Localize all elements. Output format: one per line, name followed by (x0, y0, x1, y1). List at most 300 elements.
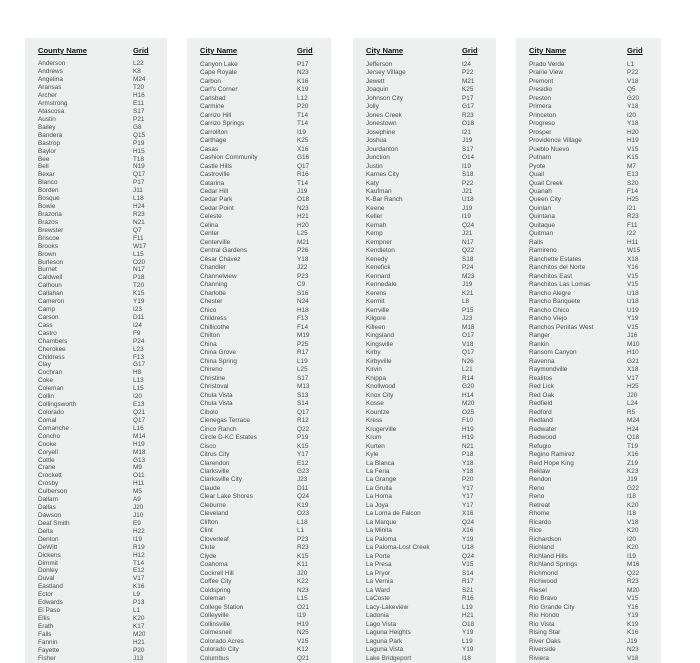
grid-ref: R16 (297, 171, 309, 179)
grid-ref: K8 (133, 68, 141, 76)
grid-ref: H19 (297, 620, 309, 628)
grid-ref: P18 (462, 451, 474, 459)
place-name: Redwood (529, 434, 557, 442)
index-row (366, 230, 490, 238)
grid-ref: L25 (297, 366, 308, 374)
grid-ref: G17 (462, 103, 475, 111)
index-row (529, 425, 655, 433)
place-name: Blanco (38, 179, 58, 187)
place-name: College Station (200, 603, 244, 611)
place-name: Kirby (366, 349, 381, 357)
grid-ref: I21 (627, 204, 636, 212)
place-name: Lago Vista (366, 620, 397, 628)
place-name: Comanche (38, 424, 69, 432)
place-name: Carl's Corner (200, 86, 238, 94)
index-row (529, 111, 655, 119)
place-name: Coke (38, 377, 53, 385)
grid-ref: L15 (133, 250, 144, 258)
place-name: Fannin (38, 638, 58, 646)
place-name: Kosse (366, 400, 384, 408)
index-row (200, 425, 325, 433)
index-row (529, 433, 655, 441)
place-name: Primera (529, 103, 552, 111)
index-row (529, 578, 655, 586)
index-row (38, 187, 161, 195)
grid-ref: R19 (133, 543, 145, 551)
grid-ref: M14 (133, 432, 146, 440)
grid-ref: M9 (133, 464, 142, 472)
grid-ref: Q22 (297, 425, 310, 433)
grid-ref: K15 (627, 154, 639, 162)
index-row (38, 100, 161, 108)
grid-ref: N24 (297, 298, 309, 306)
place-name: Casas (200, 145, 219, 153)
index-row (529, 416, 655, 424)
grid-ref: P17 (462, 94, 474, 102)
city-name-header: City Name (366, 46, 404, 55)
grid-ref: P22 (462, 179, 474, 187)
place-name: Kendleton (366, 247, 395, 255)
grid-header: Grid (133, 46, 149, 55)
place-name: Deaf Smith (38, 519, 70, 527)
grid-ref: R23 (627, 578, 639, 586)
index-row (529, 119, 655, 127)
grid-ref: P19 (297, 434, 309, 442)
index-row (366, 645, 490, 653)
index-row (529, 645, 655, 653)
index-row (366, 340, 490, 348)
grid-ref: U18 (627, 298, 639, 306)
index-row (366, 654, 490, 662)
index-row (38, 131, 161, 139)
index-row (529, 357, 655, 365)
index-row (200, 442, 325, 450)
grid-ref: J21 (462, 230, 473, 238)
index-row (38, 84, 161, 92)
place-name: Kenefick (366, 264, 391, 272)
index-row (366, 298, 490, 306)
place-name: Bowie (38, 203, 56, 211)
index-row (366, 416, 490, 424)
index-row (529, 340, 655, 348)
grid-ref: Y18 (297, 255, 309, 263)
place-name: Center (200, 230, 220, 238)
place-name: Reno (529, 493, 545, 501)
grid-ref: H20 (627, 128, 639, 136)
place-name: Carmine (200, 103, 225, 111)
grid-ref: M23 (462, 272, 475, 280)
place-name: Redford (529, 408, 552, 416)
place-name: Rancho Banquete (529, 298, 581, 306)
index-row (529, 637, 655, 645)
grid-ref: U18 (627, 289, 639, 297)
index-row (38, 250, 161, 258)
place-name: Childress (38, 353, 65, 361)
grid-ref: Y16 (627, 264, 639, 272)
index-row (38, 527, 161, 535)
place-name: Katy (366, 179, 379, 187)
grid-ref: T14 (297, 179, 309, 187)
place-name: Clear Lake Shores (200, 493, 253, 501)
index-row (38, 337, 161, 345)
grid-ref: Y19 (627, 612, 639, 620)
place-name: Claude (200, 484, 221, 492)
index-row (529, 162, 655, 170)
index-row (366, 264, 490, 272)
place-name: Chico (200, 306, 217, 314)
place-name: Atascosa (38, 107, 65, 115)
grid-ref: C9 (297, 281, 306, 289)
index-row (366, 374, 490, 382)
index-row (200, 298, 325, 306)
index-row (38, 432, 161, 440)
place-name: Richland Springs (529, 561, 578, 569)
grid-ref: S14 (462, 569, 474, 577)
grid-ref: H12 (133, 551, 145, 559)
place-name: Cedar Park (200, 196, 233, 204)
place-name: Ranger (529, 332, 550, 340)
place-name: Colorado City (200, 646, 239, 654)
grid-ref: R12 (297, 417, 309, 425)
grid-ref: L25 (297, 230, 308, 238)
place-name: Brazoria (38, 210, 62, 218)
grid-ref: O14 (462, 154, 475, 162)
index-row (529, 332, 655, 340)
grid-ref: E9 (133, 519, 141, 527)
grid-ref: O20 (133, 258, 146, 266)
grid-ref: A9 (133, 496, 141, 504)
index-row (200, 77, 325, 85)
index-row (366, 561, 490, 569)
place-name: Comal (38, 416, 57, 424)
index-row (200, 111, 325, 119)
place-name: Princeton (529, 111, 556, 119)
grid-ref: H21 (133, 638, 145, 646)
grid-ref: E13 (627, 171, 639, 179)
place-name: Cass (38, 321, 53, 329)
index-row (200, 204, 325, 212)
place-name: Fayette (38, 646, 60, 654)
grid-ref: Y16 (627, 603, 639, 611)
index-row (529, 204, 655, 212)
grid-ref: P13 (133, 599, 145, 607)
index-row (366, 595, 490, 603)
index-row (38, 258, 161, 266)
place-name: Killeen (366, 323, 386, 331)
place-name: Cherokee (38, 345, 66, 353)
index-row (366, 221, 490, 229)
index-row (366, 102, 490, 110)
grid-ref: R16 (462, 595, 474, 603)
index-row (529, 298, 655, 306)
place-name: Channing (200, 281, 228, 289)
index-row (366, 450, 490, 458)
place-name: Pueblo Nuevo (529, 145, 570, 153)
grid-ref: R5 (627, 408, 636, 416)
index-row (200, 467, 325, 475)
grid-ref: P15 (462, 306, 474, 314)
index-row (200, 603, 325, 611)
grid-ref: R23 (133, 210, 145, 218)
grid-ref: I19 (462, 162, 471, 170)
place-name: Cleveland (200, 510, 229, 518)
grid-ref: M18 (133, 448, 146, 456)
place-name: Ladonia (366, 612, 389, 620)
place-name: Rice (529, 527, 542, 535)
index-row (366, 204, 490, 212)
place-name: Quitman (529, 230, 554, 238)
index-row (529, 374, 655, 382)
grid-ref: Q24 (462, 552, 475, 560)
place-name: Carrizo Hill (200, 111, 232, 119)
grid-ref: H19 (627, 137, 639, 145)
index-row (529, 552, 655, 560)
place-name: Collingsworth (38, 401, 77, 409)
index-row (529, 102, 655, 110)
index-row (200, 170, 325, 178)
place-name: Rhome (529, 510, 550, 518)
place-name: La Ward (366, 586, 390, 594)
grid-ref: T20 (133, 282, 145, 290)
place-name: Ricardo (529, 518, 552, 526)
place-name: Red Lick (529, 383, 554, 391)
place-name: Dickens (38, 551, 61, 559)
index-row (366, 145, 490, 153)
index-row (366, 60, 490, 68)
grid-ref: G20 (627, 94, 640, 102)
grid-ref: O23 (297, 510, 310, 518)
grid-ref: K20 (627, 527, 639, 535)
grid-ref: K22 (297, 578, 309, 586)
index-row (38, 68, 161, 76)
place-name: Ranchitos Las Lomas (529, 281, 591, 289)
grid-ref: K16 (627, 629, 639, 637)
grid-ref: K12 (297, 646, 309, 654)
place-name: Bailey (38, 123, 56, 131)
county-name-header: County Name (38, 46, 87, 55)
place-name: Colleyville (200, 612, 229, 620)
place-name: Kurten (366, 442, 385, 450)
index-row (366, 323, 490, 331)
grid-ref: P23 (297, 272, 309, 280)
place-name: Coldspring (200, 586, 231, 594)
place-name: Laguna Vista (366, 646, 404, 654)
place-name: Kemah (366, 221, 387, 229)
index-row (38, 147, 161, 155)
grid-ref: V18 (627, 654, 639, 662)
grid-ref: I24 (462, 60, 471, 68)
place-name: Dallas (38, 504, 56, 512)
place-name: Clyde (200, 552, 217, 560)
index-row (200, 544, 325, 552)
city-index-panel-1 (187, 38, 331, 663)
grid-ref: D11 (133, 313, 145, 321)
place-name: Bosque (38, 195, 60, 203)
grid-ref: K20 (627, 501, 639, 509)
place-name: Kilgore (366, 315, 386, 323)
index-row (38, 464, 161, 472)
grid-ref: H21 (462, 612, 474, 620)
place-name: Rendon (529, 476, 552, 484)
index-row (529, 60, 655, 68)
place-name: Kerrville (366, 306, 390, 314)
place-name: Christine (200, 374, 226, 382)
index-row (200, 357, 325, 365)
grid-ref: V17 (133, 575, 145, 583)
grid-ref: Q24 (297, 493, 310, 501)
place-name: Ranchitos del Norte (529, 264, 586, 272)
place-name: César Chávez (200, 255, 241, 263)
place-name: Knollwood (366, 383, 396, 391)
index-row (529, 94, 655, 102)
index-row (38, 60, 161, 68)
grid-ref: I19 (627, 552, 636, 560)
grid-ref: Q7 (133, 226, 142, 234)
index-row (529, 603, 655, 611)
place-name: Karnes City (366, 171, 400, 179)
grid-ref: J19 (462, 204, 473, 212)
place-name: Bell (38, 163, 49, 171)
index-row (366, 442, 490, 450)
grid-header: Grid (627, 46, 643, 55)
place-name: La Minita (366, 527, 392, 535)
index-row (200, 187, 325, 195)
place-name: Ramireno (529, 247, 557, 255)
index-row (38, 393, 161, 401)
grid-ref: I23 (133, 306, 142, 314)
grid-ref: K21 (462, 289, 474, 297)
grid-ref: S18 (462, 255, 474, 263)
grid-ref: L23 (133, 345, 144, 353)
index-row (529, 611, 655, 619)
grid-ref: K16 (133, 583, 145, 591)
index-row (200, 162, 325, 170)
grid-ref: N23 (297, 586, 309, 594)
place-name: Kirvin (366, 366, 382, 374)
grid-ref: U19 (627, 306, 639, 314)
place-name: Richland (529, 544, 554, 552)
index-row (200, 561, 325, 569)
grid-ref: I19 (297, 612, 306, 620)
index-row (200, 518, 325, 526)
grid-ref: P17 (297, 60, 309, 68)
place-name: Ranchos Penitas West (529, 323, 594, 331)
panel-header (529, 46, 655, 60)
index-row (529, 535, 655, 543)
place-name: Prado Verde (529, 60, 565, 68)
grid-ref: X18 (627, 255, 639, 263)
grid-ref: G21 (627, 357, 640, 365)
index-row (200, 306, 325, 314)
place-name: Redfield (529, 400, 553, 408)
grid-ref: M10 (627, 340, 640, 348)
place-name: Crane (38, 464, 56, 472)
panel-header (366, 46, 490, 60)
grid-ref: O18 (462, 120, 475, 128)
index-row (38, 306, 161, 314)
index-row (38, 298, 161, 306)
grid-ref: L9 (133, 591, 141, 599)
index-row (529, 136, 655, 144)
place-name: Collin (38, 393, 54, 401)
place-name: Quanah (529, 188, 552, 195)
index-row (366, 484, 490, 492)
index-row (200, 476, 325, 484)
index-row (366, 391, 490, 399)
grid-ref: K20 (133, 614, 145, 622)
index-row (200, 552, 325, 560)
index-row (38, 314, 161, 322)
index-row (200, 620, 325, 628)
grid-ref: J20 (133, 504, 144, 512)
index-row (38, 226, 161, 234)
place-name: Bandera (38, 131, 63, 139)
place-name: Childress (200, 315, 227, 323)
index-row (200, 399, 325, 407)
grid-ref: P20 (133, 646, 145, 654)
index-row (366, 408, 490, 416)
index-row (529, 569, 655, 577)
place-name: Callahan (38, 290, 64, 298)
place-name: Red Oak (529, 391, 555, 399)
grid-ref: V15 (627, 595, 639, 603)
grid-ref: K15 (297, 552, 309, 560)
place-name: Dawson (38, 512, 62, 519)
grid-header: Grid (297, 46, 313, 55)
place-name: Andrews (38, 68, 63, 76)
index-row (529, 77, 655, 85)
index-row (38, 535, 161, 543)
index-row (529, 484, 655, 492)
grid-ref: P18 (133, 274, 145, 282)
place-name: Keller (366, 213, 383, 221)
index-row (366, 179, 490, 187)
index-row (38, 290, 161, 298)
grid-ref: L21 (462, 366, 473, 374)
index-row (366, 68, 490, 76)
index-row (529, 196, 655, 204)
grid-ref: X16 (462, 510, 474, 518)
index-row (38, 551, 161, 559)
index-row (529, 187, 655, 195)
grid-ref: M16 (627, 561, 640, 569)
place-name: Rancho Viejo (529, 315, 567, 323)
grid-ref: K11 (297, 561, 308, 569)
index-row (366, 493, 490, 501)
index-row (200, 153, 325, 161)
index-row (366, 467, 490, 475)
grid-ref: Y19 (462, 629, 474, 637)
place-name: Denton (38, 535, 59, 543)
index-row (200, 459, 325, 467)
place-name: La Feria (366, 467, 390, 475)
grid-ref: Q5 (627, 86, 636, 94)
place-name: Caldwell (38, 274, 63, 282)
place-name: Collinsville (200, 620, 231, 628)
place-name: La Joya (366, 501, 389, 509)
grid-ref: J23 (297, 476, 308, 484)
place-name: Donley (38, 567, 58, 575)
grid-ref: K25 (462, 86, 474, 94)
place-name: Ellis (38, 614, 50, 622)
place-name: La Loma de Falcon (366, 510, 421, 518)
place-name: Joshua (366, 137, 387, 145)
place-name: Cape Royale (200, 69, 237, 77)
place-name: Archer (38, 92, 57, 100)
grid-ref: N23 (627, 646, 639, 654)
index-row (200, 213, 325, 221)
grid-ref: F14 (297, 323, 309, 331)
